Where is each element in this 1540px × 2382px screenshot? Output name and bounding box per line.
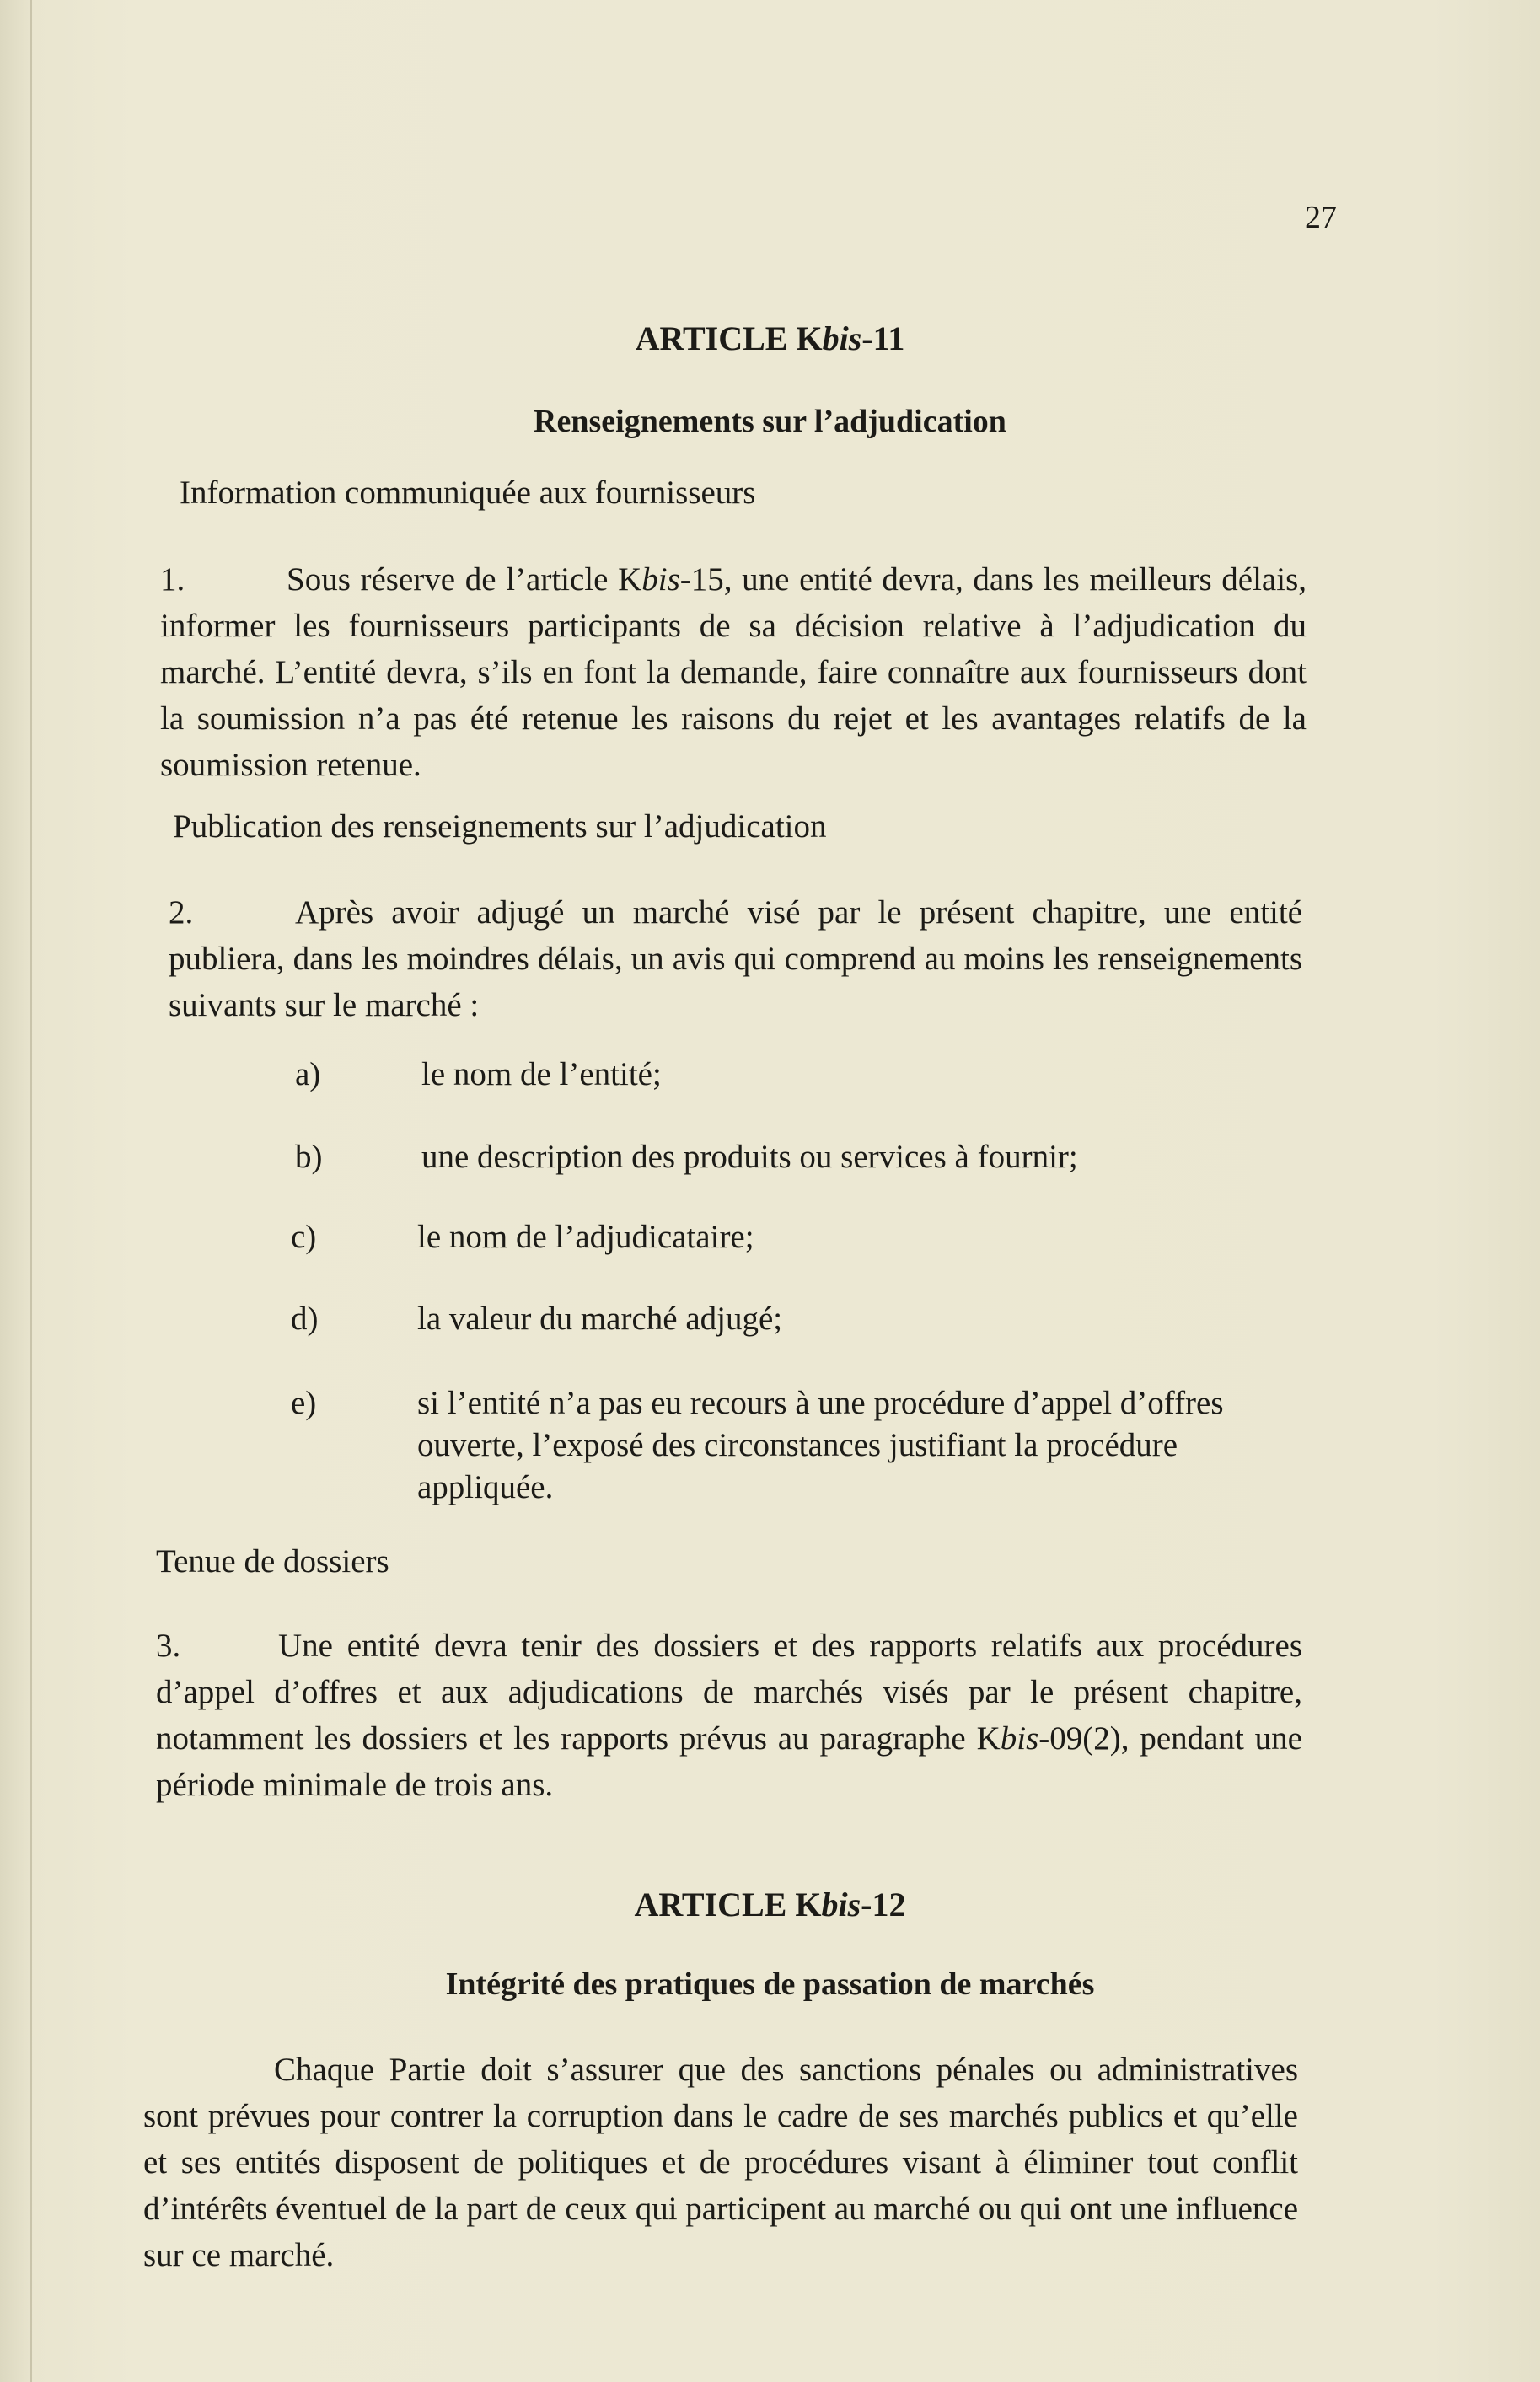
- list-item-b: b) une description des produits ou services à fournir;: [295, 1139, 1078, 1175]
- article-11-title: Renseignements sur l’adjudication: [534, 404, 1006, 439]
- paragraph-2: 2. Après avoir adjugé un marché visé par le présent chapitre, une entité publiera, dans les moindres délais, un avis qui comprend au moins les renseignements suivants sur le marché :: [169, 889, 1302, 1028]
- paragraph-integrity: Chaque Partie doit s’assurer que des sanctions pénales ou administratives sont prévues pour contrer la corruption dans le cadre de ses marchés publics et qu’elle et ses entités disposent de politiques et de procédures visant à éliminer tout conflit d’intérêts éventuel de la part de ceux qui participent au marché ou qui ont une influence sur ce marché.: [143, 2052, 1298, 2273]
- paragraph-3: 3. Une entité devra tenir des dossiers et des rapports relatifs aux procédures d’appel d’offres et aux adjudications de marchés visés par le présent chapitre, notamment les dossiers et les rapports prévus au paragraphe Kbis-09(2), pendant une période minimale de trois ans.: [156, 1623, 1302, 1808]
- article-11-heading: ARTICLE Kbis-11: [635, 319, 905, 357]
- subheading-publication: Publication des renseignements sur l’adjudication: [173, 808, 827, 845]
- list-item-c: c) le nom de l’adjudicataire;: [291, 1219, 754, 1255]
- list-item-e: e) si l’entité n’a pas eu recours à une procédure d’appel d’offres ouverte, l’exposé des circonstances justifiant la procédure appliquée.: [291, 1385, 1224, 1505]
- paragraph-1: 1. Sous réserve de l’article Kbis-15, une entité devra, dans les meilleurs délais, informer les fournisseurs participants de sa décision relative à l’adjudication du marché. L’entité devra, s’ils en font la demande, faire connaître aux fournisseurs dont la soumission n’a pas été retenue les raisons du rejet et les avantages relatifs de la soumission retenue.: [160, 556, 1307, 788]
- article-12-title: Intégrité des pratiques de passation de marchés: [445, 1966, 1095, 2002]
- subheading-tenue-dossiers: Tenue de dossiers: [156, 1543, 389, 1580]
- page-number: 27: [1305, 200, 1337, 235]
- paragraph-2-number: 2.: [169, 894, 194, 931]
- paragraph-3-number: 3.: [156, 1628, 181, 1664]
- list-item-a: a) le nom de l’entité;: [295, 1056, 662, 1092]
- article-12-heading: ARTICLE Kbis-12: [634, 1886, 906, 1923]
- list-item-d: d) la valeur du marché adjugé;: [291, 1301, 783, 1337]
- subheading-information: Information communiquée aux fournisseurs: [180, 475, 756, 511]
- paragraph-1-number: 1.: [160, 561, 185, 598]
